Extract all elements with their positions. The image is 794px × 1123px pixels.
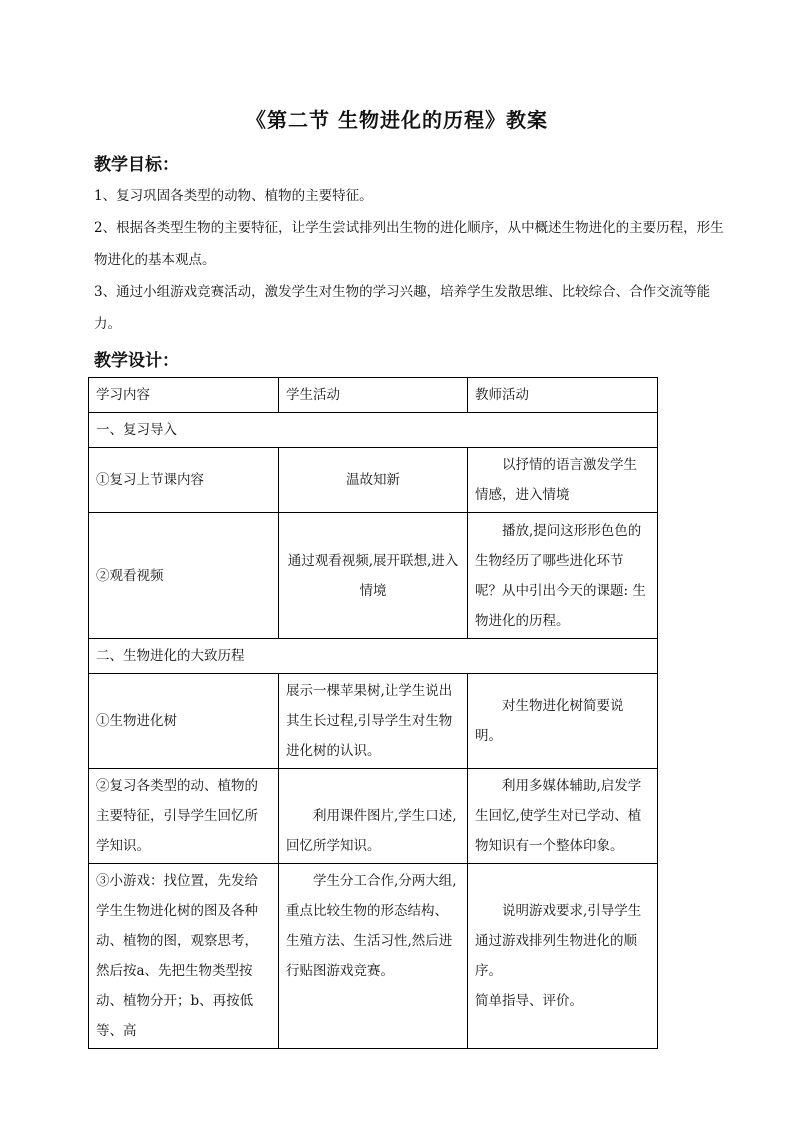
design-heading: 教学设计： xyxy=(94,351,179,371)
teaching-design-table xyxy=(88,377,658,1049)
goal-item-2: 2、根据各类型生物的主要特征，让学生尝试排列出生物的进化顺序，从中概述生物进化的主要历程，形生物进化的基本观点。 xyxy=(94,220,724,268)
cell-content: ②观看视频 xyxy=(89,513,279,639)
cell-student: 温故知新 xyxy=(279,448,468,513)
table-row xyxy=(89,448,658,513)
section-row xyxy=(89,413,658,448)
table-header-row xyxy=(89,378,658,413)
table-row xyxy=(89,674,658,769)
table-row xyxy=(89,769,658,864)
cell-student: 利用课件图片,学生口述,回忆所学知识。 xyxy=(279,769,468,864)
cell-student: 通过观看视频,展开联想,进入情境 xyxy=(279,513,468,639)
cell-teacher: 利用多媒体辅助,启发学生回忆,使学生对已学动、植物知识有一个整体印象。 xyxy=(468,769,658,864)
cell-student: 展示一棵苹果树,让学生说出其生长过程,引导学生对生物进化树的认识。 xyxy=(279,674,468,769)
cell-teacher xyxy=(468,864,658,1049)
cell-content: ②复习各类型的动、植物的主要特征，引导学生回忆所学知识。 xyxy=(89,769,279,864)
page-title: 《第二节 生物进化的历程》教案 xyxy=(246,108,548,132)
goal-item-1: 1、复习巩固各类型的动物、植物的主要特征。 xyxy=(94,188,373,204)
cell-teacher: 播放,提问这形形色色的生物经历了哪些进化环节呢？从中引出今天的课题: 生物进化的历程。 xyxy=(468,513,658,639)
teacher-extra-text: 简单指导、评价。 xyxy=(475,993,583,1009)
cell-content: ①生物进化树 xyxy=(89,674,279,769)
goal-item-3: 3、通过小组游戏竞赛活动，激发学生对生物的学习兴趣，培养学生发散思维、比较综合、合作交流等能力。 xyxy=(94,284,711,332)
table-row xyxy=(89,864,658,1049)
cell-teacher: 对生物进化树简要说明。 xyxy=(468,674,658,769)
goals-heading: 教学目标： xyxy=(94,155,179,175)
section-row xyxy=(89,639,658,674)
cell-content: ③小游戏：找位置，先发给学生生物进化树的图及各种动、植物的图，观察思考，然后按a、先把生物类型按动、植物分开；b、再按低等、高 xyxy=(89,864,279,1049)
table-row xyxy=(89,513,658,639)
cell-content: ①复习上节课内容 xyxy=(89,448,279,513)
cell-teacher: 以抒情的语言激发学生情感，进入情境 xyxy=(468,448,658,513)
section-evolution: 二、生物进化的大致历程 xyxy=(89,639,658,674)
teacher-text: 说明游戏要求,引导学生通过游戏排列生物进化的顺序。 xyxy=(475,903,642,979)
header-teacher: 教师活动 xyxy=(468,378,658,413)
header-content: 学习内容 xyxy=(89,378,279,413)
cell-student: 学生分工合作,分两大组,重点比较生物的形态结构、生殖方法、生活习性,然后进行贴图游戏竞赛。 xyxy=(279,864,468,1049)
section-review: 一、复习导入 xyxy=(89,413,658,448)
header-student: 学生活动 xyxy=(279,378,468,413)
